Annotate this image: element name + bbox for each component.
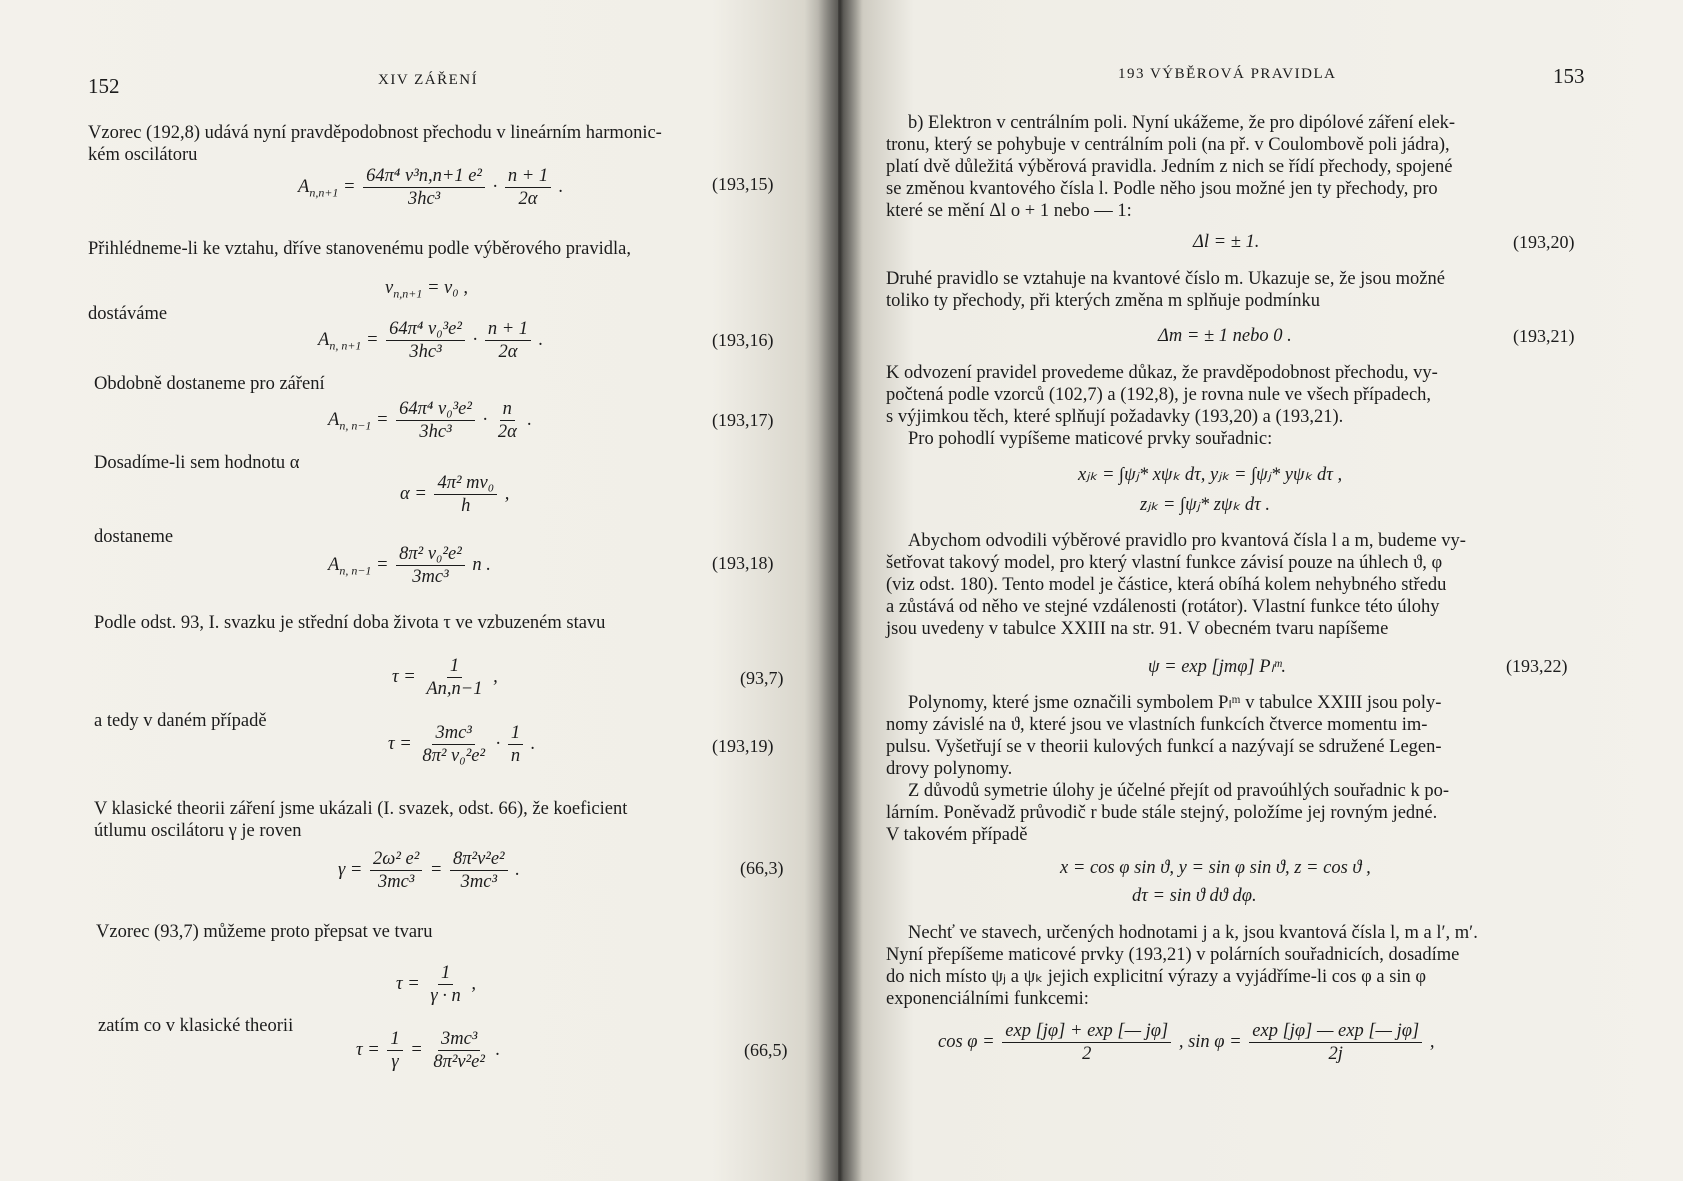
eq-numerator: 2ω² e² (370, 848, 422, 871)
equation: γ = $\frac{\text{2ω² e²}}{\text{3mc³}}$ = $\frac{\text{8π²ν²e²}}{\text{3mc³}}$ . (338, 849, 520, 892)
text-line: dostaneme (94, 527, 174, 547)
text-line: Pro pohodlí vypíšeme maticové prvky souřadnic: (908, 429, 1273, 449)
eq-lhs: A (318, 329, 330, 350)
equation: zⱼₖ = ∫ψⱼ* zψₖ dτ . (1140, 495, 1271, 515)
equation: τ = $\frac{\text{3mc³}}{\text{8π² ν₀²e²}}$ · $\frac{1}{n}$ . (388, 723, 536, 766)
equation: τ = $\frac{1}{\gamma \cdot n}$ , (396, 963, 477, 1006)
running-header: 193 VÝBĚROVÁ PRAVIDLA (1118, 66, 1337, 82)
equation: α = $\frac{\text{4π² mν₀}}{h}$ , (400, 473, 510, 516)
right-page (838, 0, 1683, 1181)
eq-denominator: An,n−1 (426, 679, 483, 699)
text-line: lárním. Poněvadž průvodič r bude stále stejný, položíme jej rovným jedné. (886, 803, 1438, 823)
eq-denominator: 3mc³ (377, 872, 415, 892)
eq-sub: n, n−1 (339, 563, 372, 578)
eq-lhs: α (400, 483, 410, 504)
text-line: počtená podle vzorců (102,7) a (192,8), je rovna nule ve všech případech, (886, 385, 1432, 405)
equation: ψ = exp [jmφ] Pₗᵐ. (1148, 657, 1286, 677)
text-line: šetřovat takový model, pro který vlastní funkce závisí pouze na úhlech ϑ, φ (886, 553, 1443, 573)
eq-sub: n,n+1 (393, 286, 423, 301)
text-line: Vzorec (93,7) můžeme proto přepsat ve tvaru (96, 922, 433, 942)
eq-lhs: ν (385, 278, 394, 298)
page-number: 153 (1553, 64, 1585, 88)
text-line: Z důvodů symetrie úlohy je účelné přejít od pravoúhlých souřadnic k po- (908, 781, 1449, 801)
equation-number: (193,17) (712, 410, 774, 430)
equation: $A_{n, n+1}$ = $\frac{\text{64π⁴ ν₀³e²}}{\text{3hc³}}$ · $\frac{n + 1}{2\alpha}$ . (318, 319, 544, 362)
equation-number: (193,16) (712, 330, 774, 350)
text-line: a zůstává od něho ve stejné vzdálenosti (rotátor). Vlastní funkce této úlohy (886, 597, 1440, 617)
equation: τ = $\frac{1}{\gamma}$ = $\frac{\text{3mc³}}{\text{8π²ν²e²}}$ . (356, 1029, 501, 1072)
eq-numerator: 3mc³ (438, 1028, 480, 1051)
eq-lhs: τ (396, 973, 403, 994)
text-line: kém oscilátoru (88, 145, 198, 165)
eq-numerator: 8π²ν²e² (450, 848, 508, 871)
text-line: jsou uvedeny v tabulce XXIII na str. 91. V obecném tvaru napíšeme (886, 619, 1389, 639)
eq-denominator: 3mc³ (412, 567, 449, 587)
text-line: Abychom odvodili výběrové pravidlo pro kvantová čísla l a m, budeme vy- (908, 531, 1466, 551)
eq-denominator: 2j (1328, 1044, 1343, 1064)
eq-denominator: n (510, 746, 521, 766)
text-line: s výjimkou těch, které splňují požadavky (193,20) a (193,21). (886, 407, 1344, 427)
eq-lhs: cos φ = (938, 1031, 995, 1052)
equation-number: (193,18) (712, 553, 774, 573)
equation: τ = $\frac{1}{An,n-1}$ , (392, 656, 498, 699)
eq-tail: n . (472, 554, 491, 575)
eq-rhs: = ν₀ , (426, 278, 468, 298)
text-line: exponenciálními funkcemi: (886, 989, 1089, 1009)
eq-numerator: 1 (508, 722, 523, 745)
eq-denominator: 2α (518, 189, 538, 209)
eq-tail: , (1429, 1031, 1435, 1052)
eq-lhs: τ (388, 733, 395, 754)
text-line: Vzorec (192,8) udává nyní pravděpodobnost přechodu v lineárním harmonic- (88, 123, 662, 143)
equation: Δl = ± 1. (1193, 232, 1260, 252)
left-page (0, 0, 838, 1181)
eq-denominator: γ · n (430, 986, 461, 1006)
eq-numerator: 3mc³ (432, 722, 474, 745)
equation: $A_{n, n-1}$ = $\frac{\text{64π⁴ ν₀³e²}}{\text{3hc³}}$ · $\frac{n}{2\alpha}$ . (328, 399, 533, 442)
equation-number: (193,20) (1513, 232, 1575, 252)
text-line: Dosadíme-li sem hodnotu α (94, 453, 300, 473)
equation: dτ = sin ϑ dϑ dφ. (1132, 886, 1257, 906)
equation: x = cos φ sin ϑ, y = sin φ sin ϑ, z = cos ϑ , (1060, 858, 1371, 878)
eq-numerator: 64π⁴ ν³n,n+1 e² (363, 165, 485, 188)
text-line: Obdobně dostaneme pro záření (94, 374, 325, 394)
text-line: a tedy v daném případě (94, 711, 267, 731)
text-line: Nyní přepíšeme maticové prvky (193,21) v polárních souřadnicích, dosadíme (886, 945, 1460, 965)
eq-denominator: 3hc³ (407, 189, 441, 209)
text-line: b) Elektron v centrálním poli. Nyní ukážeme, že pro dipólové záření elek- (908, 113, 1456, 133)
eq-denominator: 8π²ν²e² (433, 1052, 485, 1072)
eq-denominator: 2 (1082, 1044, 1092, 1064)
eq-sub: n, n+1 (329, 338, 362, 353)
text-line: zatím co v klasické theorii (98, 1016, 294, 1036)
eq-numerator: 64π⁴ ν₀³e² (396, 398, 475, 421)
eq-lhs: A (328, 409, 340, 430)
eq-denominator: 2α (498, 342, 518, 362)
equation: xⱼₖ = ∫ψⱼ* xψₖ dτ, yⱼₖ = ∫ψⱼ* yψₖ dτ , (1078, 465, 1343, 485)
eq-numerator: n + 1 (485, 318, 531, 341)
text-line: V takovém případě (886, 825, 1028, 845)
text-line: pulsu. Vyšetřují se v theorii kulových funkcí a nazývají se sdružené Legen- (886, 737, 1442, 757)
eq-denominator: 3hc³ (419, 422, 452, 442)
equation: Δm = ± 1 nebo 0 . (1158, 326, 1292, 346)
text-line: drovy polynomy. (886, 759, 1013, 779)
page-number: 152 (88, 74, 120, 98)
equation (385, 278, 468, 302)
eq-lhs: γ (338, 859, 346, 880)
text-line: dostáváme (88, 304, 168, 324)
running-header: XIV ZÁŘENÍ (378, 72, 479, 88)
eq-numerator: n + 1 (505, 165, 551, 188)
text-line: do nich místo ψⱼ a ψₖ jejich explicitní výrazy a vyjádříme-li cos φ a sin φ (886, 967, 1427, 987)
equation (938, 1020, 1434, 1065)
text-line: K odvození pravidel provedeme důkaz, že pravděpodobnost přechodu, vy- (886, 363, 1438, 383)
equation-number: (93,7) (740, 668, 784, 688)
eq-lhs: A (328, 554, 340, 575)
text-line: Přihlédneme-li ke vztahu, dříve stanovenému podle výběrového pravidla, (88, 239, 632, 259)
eq-lhs: τ (356, 1039, 363, 1060)
text-line: Podle odst. 93, I. svazku je střední doba života τ ve vzbuzeném stavu (94, 613, 606, 633)
eq-sub: n, n−1 (339, 418, 372, 433)
eq-numerator: 1 (387, 1028, 402, 1051)
eq-lhs: τ (392, 666, 399, 687)
text-line: které se mění Δl o + 1 nebo — 1: (886, 201, 1132, 221)
eq-denominator: 8π² ν₀²e² (422, 746, 485, 766)
eq-denominator: 3mc³ (460, 872, 497, 892)
text-line: V klasické theorii záření jsme ukázali (I. svazek, odst. 66), že koeficient (94, 799, 628, 819)
eq-numerator: exp [jφ] + exp [— jφ] (1002, 1020, 1171, 1043)
eq-numerator: 8π² ν₀²e² (396, 543, 465, 566)
eq-numerator: n (500, 398, 515, 421)
eq-denominator: h (461, 496, 471, 516)
text-line: útlumu oscilátoru γ je roven (94, 821, 302, 841)
text-line: toliko ty přechody, při kterých změna m splňuje podmínku (886, 291, 1320, 311)
eq-numerator: 1 (438, 962, 453, 985)
eq-numerator: 64π⁴ ν₀³e² (386, 318, 465, 341)
text-line: Polynomy, které jsme označili symbolem Pₗᵐ v tabulce XXIII jsou poly- (908, 693, 1442, 713)
text-line: platí dvě důležitá výběrová pravidla. Jedním z nich se řídí přechody, spojené (886, 157, 1453, 177)
equation: $A_{n, n-1}$ = $\frac{\text{8π² ν₀²e²}}{\text{3mc³}}$ n . (328, 544, 491, 587)
equation-number: (66,5) (744, 1040, 788, 1060)
book-gutter (818, 0, 862, 1181)
eq-numerator: exp [jφ] — exp [— jφ] (1249, 1020, 1422, 1043)
eq-denominator: 2α (497, 422, 517, 442)
equation-number: (193,21) (1513, 326, 1575, 346)
eq-sub: n,n+1 (309, 185, 339, 200)
text-line: (viz odst. 180). Tento model je částice, která obíhá kolem nehybného středu (886, 575, 1447, 595)
text-line: se změnou kvantového čísla l. Podle něho jsou možné jen ty přechody, pro (886, 179, 1438, 199)
eq-lhs: A (298, 176, 310, 197)
equation: $A_{n,n+1}$ = $\frac{\text{64π⁴ ν³n,n+1 e²}}{\text{3hc³}}$ · $\frac{n + 1}{2\alpha}$ . (298, 166, 564, 209)
text-line: Druhé pravidlo se vztahuje na kvantové číslo m. Ukazuje se, že jsou možné (886, 269, 1445, 289)
equation-number: (66,3) (740, 858, 784, 878)
text-line: Nechť ve stavech, určených hodnotami j a k, jsou kvantová čísla l, m a l′, m′. (908, 923, 1478, 943)
equation-number: (193,15) (712, 174, 774, 194)
eq-numerator: 4π² mν₀ (434, 472, 497, 495)
text-line: tronu, který se pohybuje v centrálním poli (na př. v Coulombově poli jádra), (886, 135, 1450, 155)
text-line: nomy závislé na ϑ, které jsou ve vlastních funkcích čtverce momentu im- (886, 715, 1428, 735)
eq-denominator: 3hc³ (409, 342, 442, 362)
eq-numerator: 1 (447, 655, 462, 678)
eq-denominator: γ (391, 1052, 399, 1072)
eq-lhs: , sin φ = (1178, 1031, 1242, 1052)
equation-number: (193,22) (1506, 656, 1568, 676)
equation-number: (193,19) (712, 736, 774, 756)
